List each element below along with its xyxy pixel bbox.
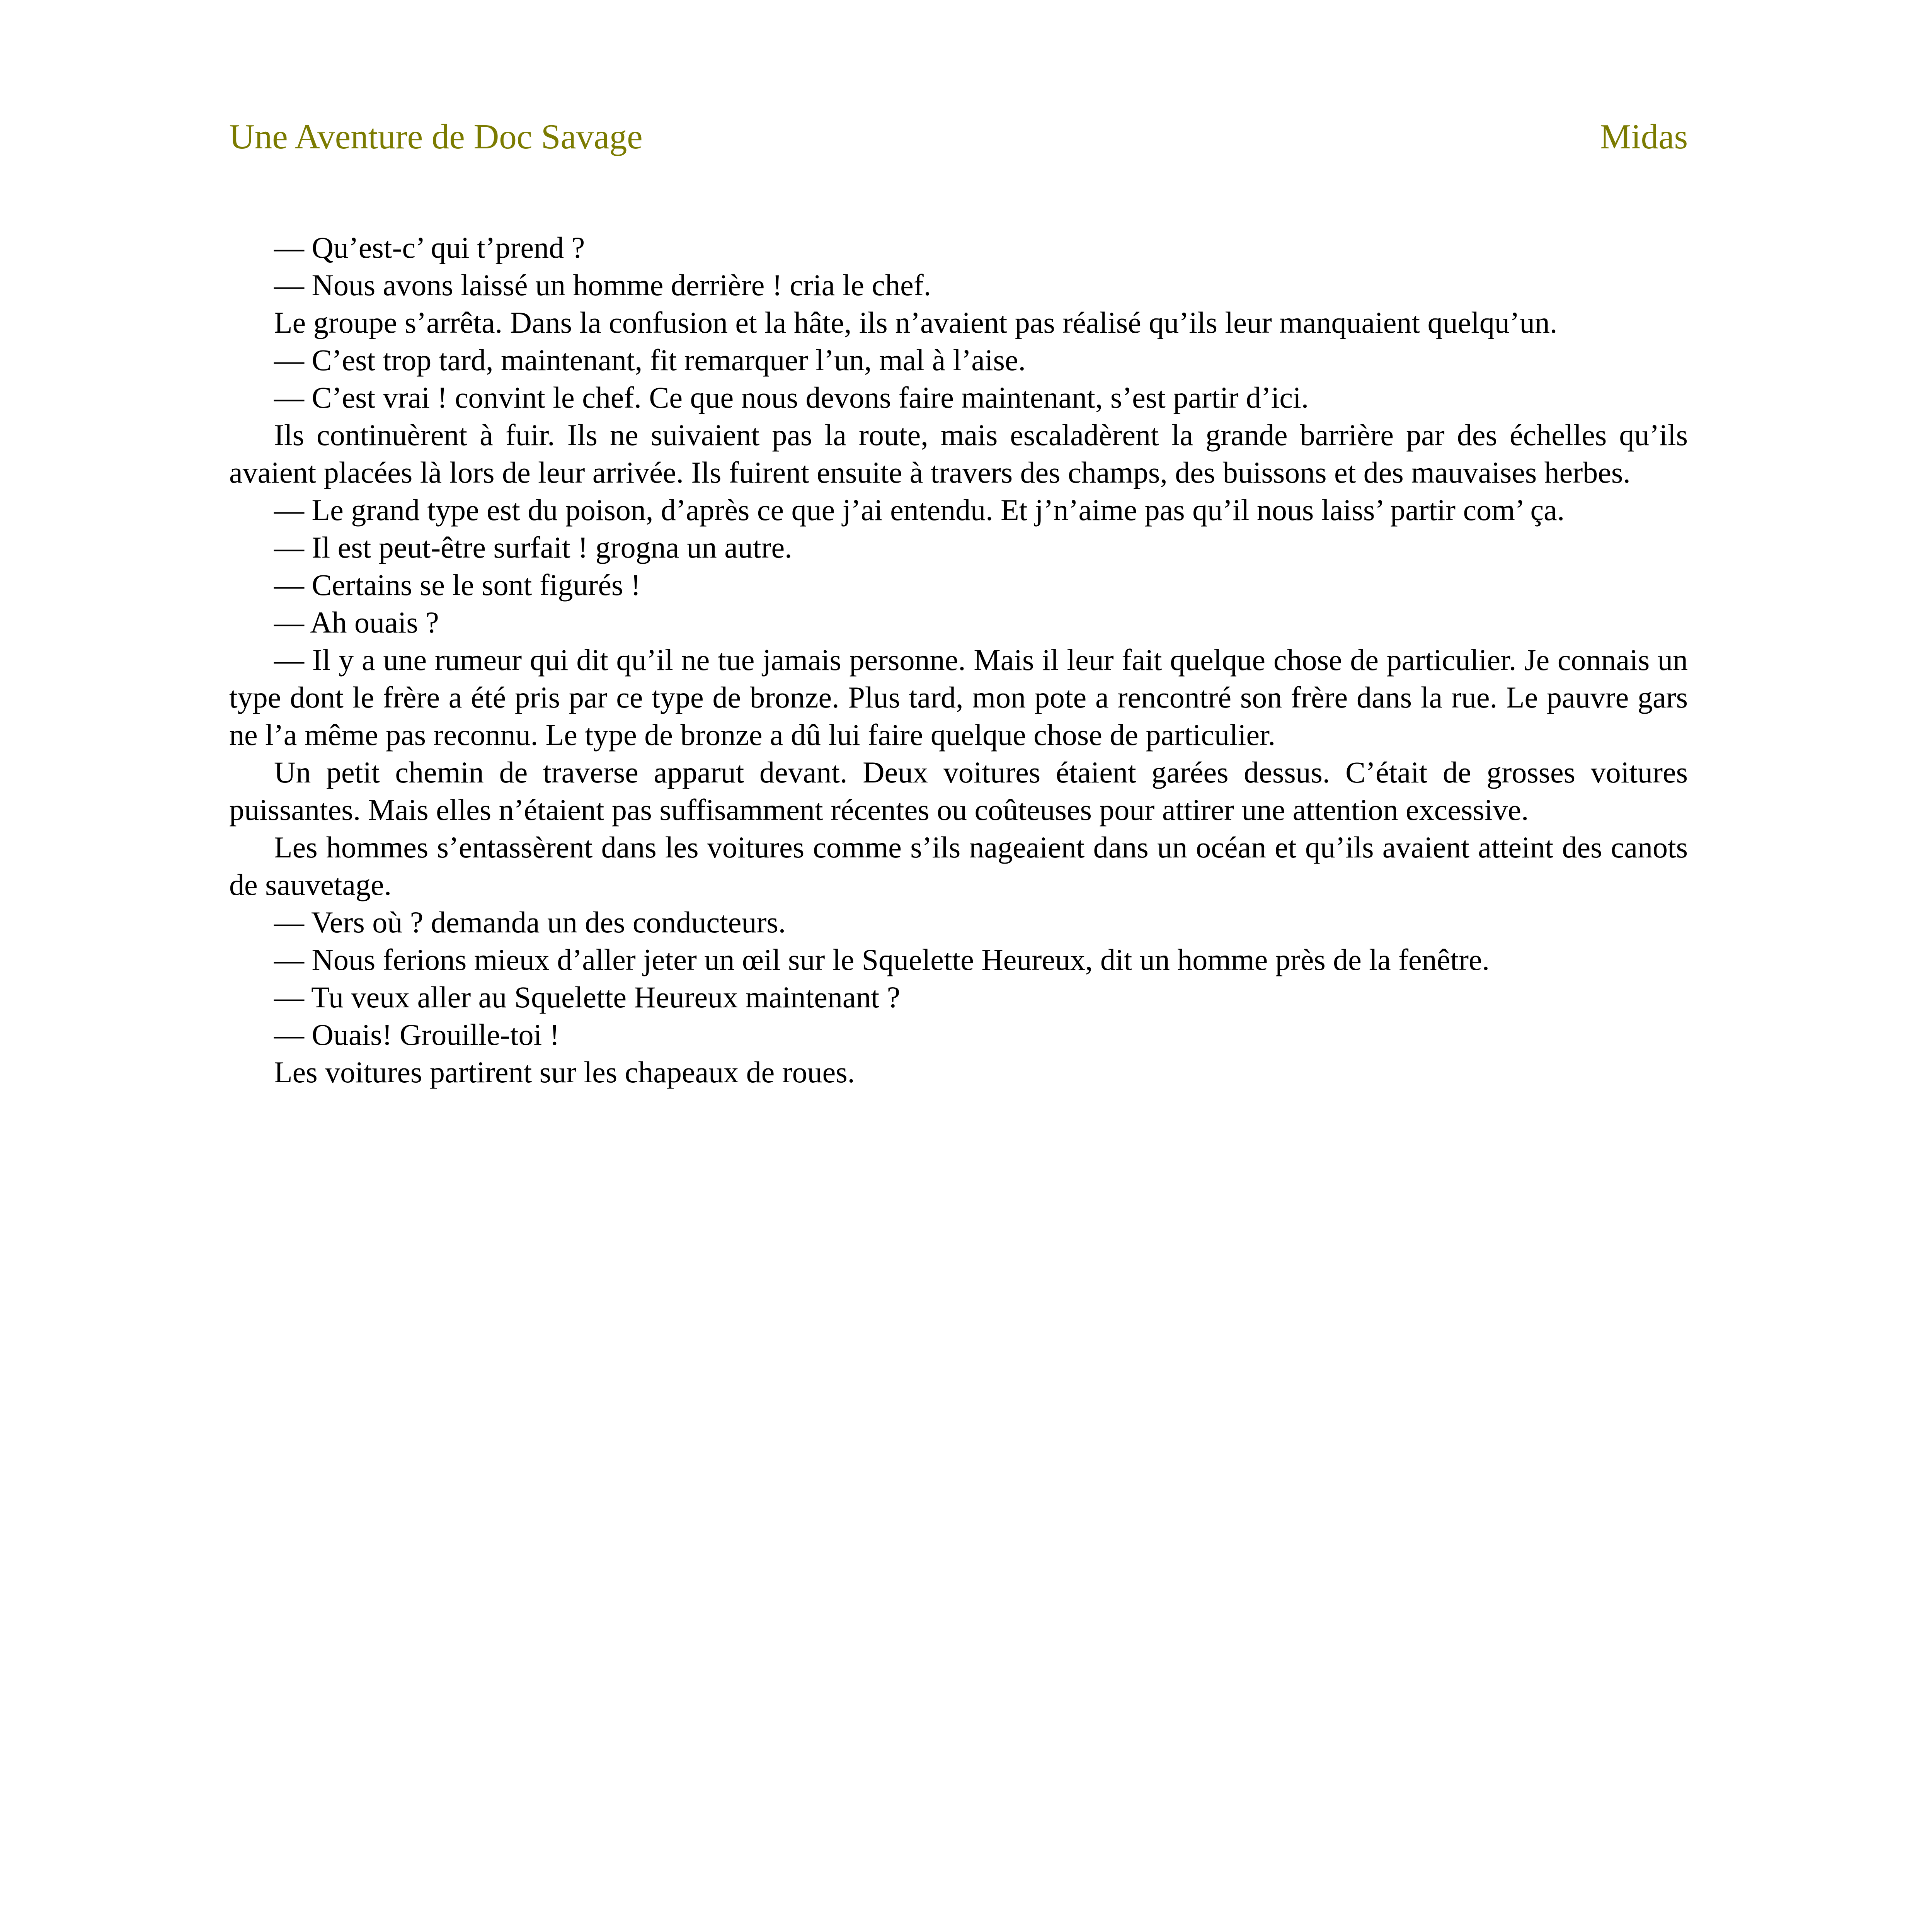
running-header: [229, 114, 1688, 160]
paragraph: — Il est peut-être surfait ! grogna un autre.: [274, 531, 792, 564]
paragraph: — Tu veux aller au Squelette Heureux maintenant ?: [274, 980, 901, 1014]
paragraph: — C’est trop tard, maintenant, fit remarquer l’un, mal à l’aise.: [274, 343, 1026, 377]
paragraph: Un petit chemin de traverse apparut devant. Deux voitures étaient garées dessus. C’était de grosses voitures puissantes. Mais elles n’étaient pas suffisamment récentes ou coûteuses pour attirer une attention excessive.: [229, 755, 1688, 827]
paragraph: — C’est vrai ! convint le chef. Ce que nous devons faire maintenant, s’est partir d’ici.: [274, 381, 1309, 414]
paragraph: — Nous avons laissé un homme derrière ! cria le chef.: [274, 268, 931, 302]
header-story-title: Midas: [1600, 117, 1688, 156]
paragraph: — Il y a une rumeur qui dit qu’il ne tue jamais personne. Mais il leur fait quelque chose de particulier. Je connais un type dont le frère a été pris par ce type de bronze. Plus tard, mon pote a rencontré son frère dans la rue. Le pauvre gars ne l’a même pas reconnu. Le type de bronze a dû lui faire quelque chose de particulier.: [229, 643, 1688, 752]
paragraph: — Ouais! Grouille-toi !: [274, 1018, 560, 1051]
paragraph: — Qu’est-c’ qui t’prend ?: [274, 231, 585, 264]
paragraph: — Nous ferions mieux d’aller jeter un œil sur le Squelette Heureux, dit un homme près de la fenêtre.: [274, 943, 1490, 976]
paragraph: — Certains se le sont figurés !: [274, 568, 641, 602]
paragraph: — Le grand type est du poison, d’après ce que j’ai entendu. Et j’n’aime pas qu’il nous laiss’ partir com’ ça.: [274, 493, 1565, 527]
paragraph: Ils continuèrent à fuir. Ils ne suivaient pas la route, mais escaladèrent la grande barrière par des échelles qu’ils avaient placées là lors de leur arrivée. Ils fuirent ensuite à travers des champs, des buissons et des mauvaises herbes.: [229, 418, 1688, 489]
paragraph: — Ah ouais ?: [274, 605, 439, 639]
paragraph: Le groupe s’arrêta. Dans la confusion et la hâte, ils n’avaient pas réalisé qu’ils leur manquaient quelqu’un.: [274, 306, 1558, 339]
header-book-title: Une Aventure de Doc Savage: [229, 117, 643, 156]
page-body: [229, 229, 1688, 1091]
paragraph: — Vers où ? demanda un des conducteurs.: [274, 905, 786, 939]
paragraph: Les voitures partirent sur les chapeaux de roues.: [274, 1055, 855, 1089]
paragraph: Les hommes s’entassèrent dans les voitures comme s’ils nageaient dans un océan et qu’ils avaient atteint des canots de sauvetage.: [229, 830, 1688, 901]
